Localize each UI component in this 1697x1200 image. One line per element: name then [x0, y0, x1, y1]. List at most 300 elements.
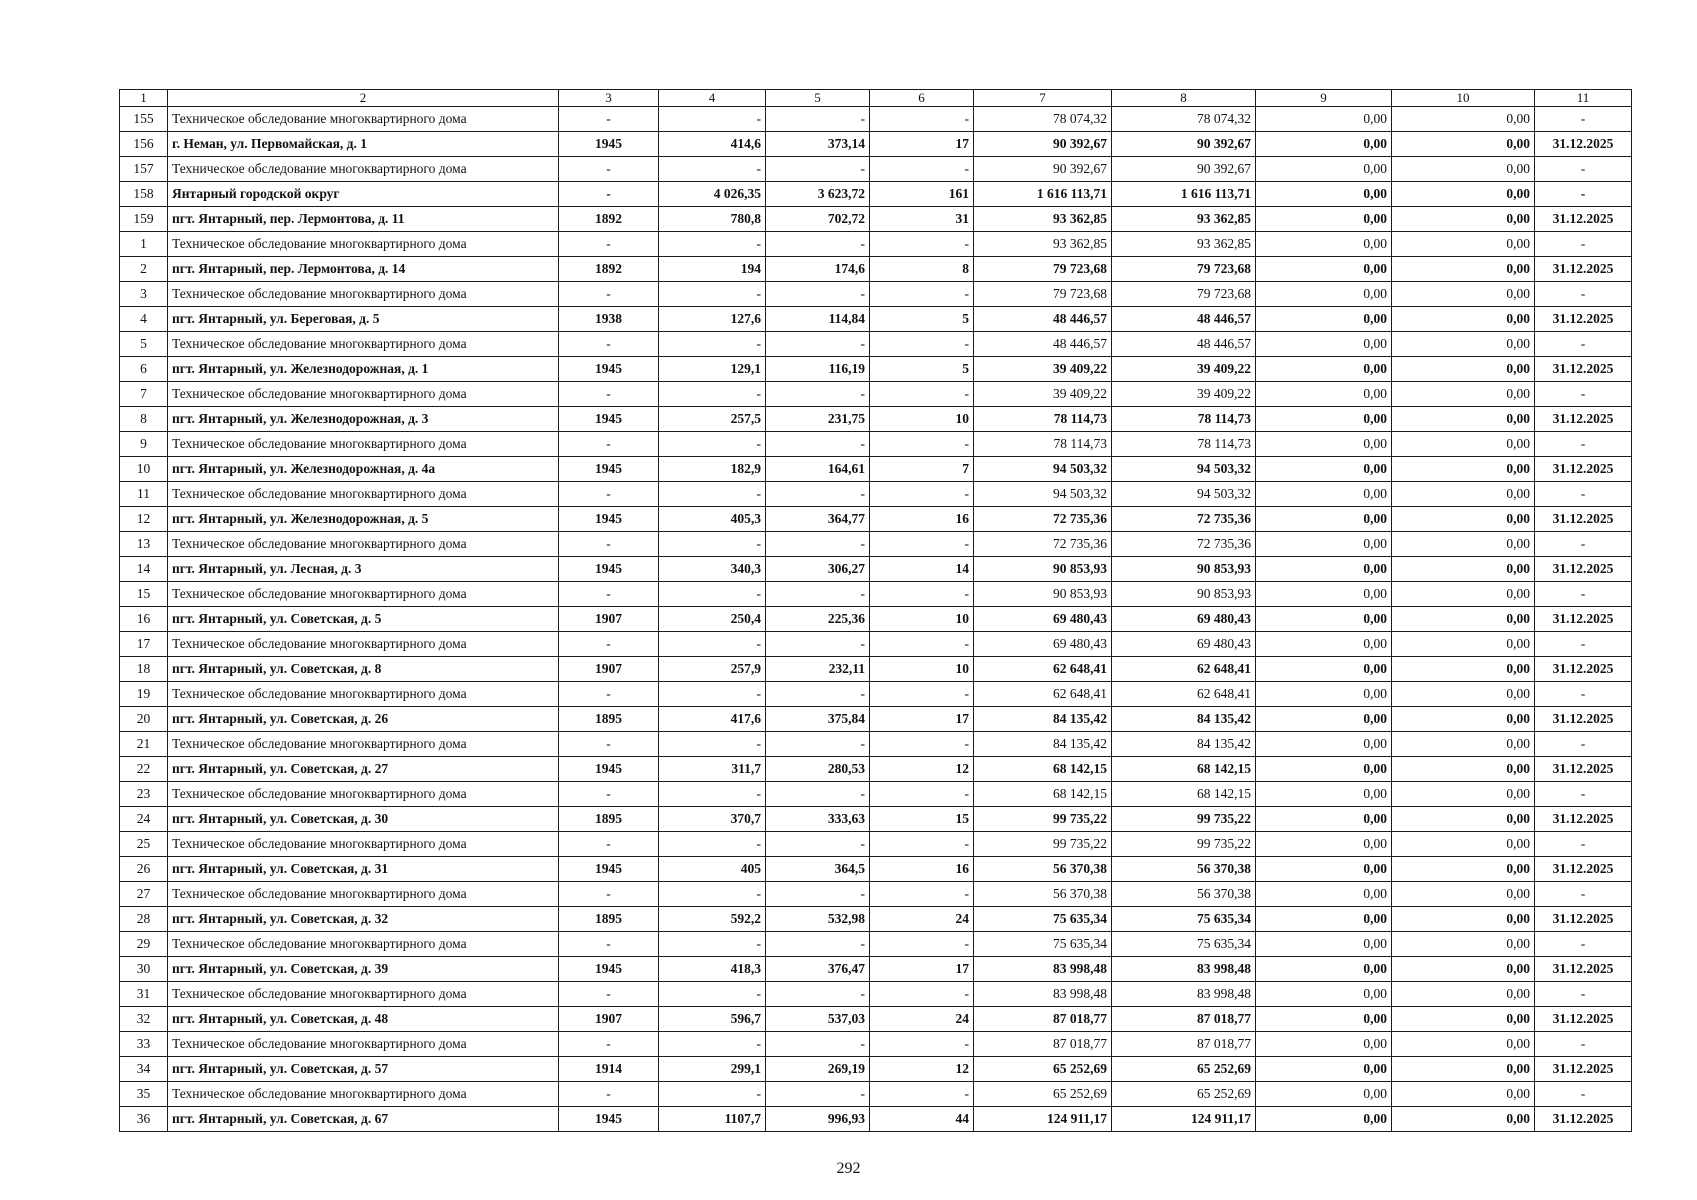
- cell-other-cost: 0,00: [1392, 282, 1535, 307]
- cell-total-area: 129,1: [659, 357, 766, 382]
- cell-living-area: 373,14: [766, 132, 870, 157]
- cell-residents: 16: [870, 857, 974, 882]
- cell-fund-cost: 84 135,42: [1112, 732, 1256, 757]
- cell-living-area: -: [766, 932, 870, 957]
- table-row-address: [120, 1007, 1632, 1032]
- cell-object-name: пгт. Янтарный, ул. Советская, д. 5: [168, 607, 559, 632]
- cell-object-name: пгт. Янтарный, ул. Советская, д. 30: [168, 807, 559, 832]
- cell-living-area: -: [766, 782, 870, 807]
- cell-completion-date: 31.12.2025: [1535, 357, 1632, 382]
- column-header: 9: [1256, 90, 1392, 107]
- cell-total-area: 592,2: [659, 907, 766, 932]
- cell-residents: 24: [870, 1007, 974, 1032]
- cell-object-name: Техническое обследование многоквартирного дома: [168, 632, 559, 657]
- cell-year-built: 1945: [559, 957, 659, 982]
- cell-completion-date: -: [1535, 432, 1632, 457]
- cell-living-area: 375,84: [766, 707, 870, 732]
- cell-fund-cost: 68 142,15: [1112, 757, 1256, 782]
- cell-owners-cost: 0,00: [1256, 332, 1392, 357]
- cell-other-cost: 0,00: [1392, 832, 1535, 857]
- cell-living-area: 333,63: [766, 807, 870, 832]
- cell-row-number: 19: [120, 682, 168, 707]
- cell-completion-date: 31.12.2025: [1535, 257, 1632, 282]
- cell-owners-cost: 0,00: [1256, 407, 1392, 432]
- cell-row-number: 24: [120, 807, 168, 832]
- cell-row-number: 4: [120, 307, 168, 332]
- cell-row-number: 16: [120, 607, 168, 632]
- cell-total-area: 414,6: [659, 132, 766, 157]
- cell-living-area: 114,84: [766, 307, 870, 332]
- table-row-address: [120, 807, 1632, 832]
- cell-total-area: 4 026,35: [659, 182, 766, 207]
- cell-other-cost: 0,00: [1392, 482, 1535, 507]
- cell-total-cost: 99 735,22: [974, 807, 1112, 832]
- cell-other-cost: 0,00: [1392, 1107, 1535, 1132]
- cell-owners-cost: 0,00: [1256, 682, 1392, 707]
- cell-year-built: -: [559, 782, 659, 807]
- cell-living-area: -: [766, 732, 870, 757]
- cell-year-built: 1892: [559, 257, 659, 282]
- cell-year-built: 1945: [559, 757, 659, 782]
- cell-total-cost: 39 409,22: [974, 357, 1112, 382]
- cell-completion-date: 31.12.2025: [1535, 707, 1632, 732]
- cell-year-built: -: [559, 732, 659, 757]
- cell-living-area: 3 623,72: [766, 182, 870, 207]
- cell-total-cost: 62 648,41: [974, 657, 1112, 682]
- table-row-work: [120, 782, 1632, 807]
- cell-fund-cost: 94 503,32: [1112, 457, 1256, 482]
- cell-total-area: -: [659, 332, 766, 357]
- cell-living-area: 532,98: [766, 907, 870, 932]
- table-row-work: [120, 432, 1632, 457]
- table-row-work: [120, 482, 1632, 507]
- cell-row-number: 30: [120, 957, 168, 982]
- cell-fund-cost: 72 735,36: [1112, 507, 1256, 532]
- cell-object-name: пгт. Янтарный, ул. Железнодорожная, д. 1: [168, 357, 559, 382]
- cell-owners-cost: 0,00: [1256, 657, 1392, 682]
- cell-row-number: 1: [120, 232, 168, 257]
- cell-object-name: пгт. Янтарный, ул. Советская, д. 31: [168, 857, 559, 882]
- cell-total-area: 418,3: [659, 957, 766, 982]
- cell-object-name: Техническое обследование многоквартирного дома: [168, 482, 559, 507]
- cell-total-area: 370,7: [659, 807, 766, 832]
- table-row-work: [120, 532, 1632, 557]
- cell-object-name: Техническое обследование многоквартирного дома: [168, 282, 559, 307]
- cell-fund-cost: 90 853,93: [1112, 582, 1256, 607]
- cell-other-cost: 0,00: [1392, 1007, 1535, 1032]
- table-row-work: [120, 632, 1632, 657]
- cell-residents: -: [870, 1082, 974, 1107]
- cell-owners-cost: 0,00: [1256, 832, 1392, 857]
- cell-total-area: -: [659, 432, 766, 457]
- cell-row-number: 8: [120, 407, 168, 432]
- cell-residents: -: [870, 232, 974, 257]
- cell-completion-date: -: [1535, 932, 1632, 957]
- cell-total-cost: 39 409,22: [974, 382, 1112, 407]
- cell-total-cost: 90 392,67: [974, 157, 1112, 182]
- cell-total-area: 1107,7: [659, 1107, 766, 1132]
- cell-total-cost: 78 074,32: [974, 107, 1112, 132]
- cell-living-area: 174,6: [766, 257, 870, 282]
- cell-total-area: 405: [659, 857, 766, 882]
- cell-residents: -: [870, 1032, 974, 1057]
- cell-residents: 16: [870, 507, 974, 532]
- cell-total-cost: 90 853,93: [974, 557, 1112, 582]
- cell-object-name: пгт. Янтарный, пер. Лермонтова, д. 11: [168, 207, 559, 232]
- cell-fund-cost: 56 370,38: [1112, 857, 1256, 882]
- cell-owners-cost: 0,00: [1256, 757, 1392, 782]
- cell-fund-cost: 99 735,22: [1112, 807, 1256, 832]
- cell-owners-cost: 0,00: [1256, 382, 1392, 407]
- cell-object-name: Техническое обследование многоквартирного дома: [168, 682, 559, 707]
- cell-other-cost: 0,00: [1392, 207, 1535, 232]
- cell-total-cost: 68 142,15: [974, 757, 1112, 782]
- cell-row-number: 6: [120, 357, 168, 382]
- cell-fund-cost: 79 723,68: [1112, 282, 1256, 307]
- cell-residents: 161: [870, 182, 974, 207]
- cell-residents: -: [870, 682, 974, 707]
- cell-owners-cost: 0,00: [1256, 432, 1392, 457]
- cell-total-cost: 62 648,41: [974, 682, 1112, 707]
- cell-residents: -: [870, 782, 974, 807]
- cell-living-area: 116,19: [766, 357, 870, 382]
- cell-completion-date: -: [1535, 282, 1632, 307]
- cell-living-area: -: [766, 107, 870, 132]
- cell-total-area: 257,9: [659, 657, 766, 682]
- cell-total-area: 405,3: [659, 507, 766, 532]
- cell-owners-cost: 0,00: [1256, 607, 1392, 632]
- cell-year-built: -: [559, 482, 659, 507]
- cell-residents: 24: [870, 907, 974, 932]
- cell-object-name: Техническое обследование многоквартирного дома: [168, 782, 559, 807]
- cell-other-cost: 0,00: [1392, 857, 1535, 882]
- table-row-work: [120, 332, 1632, 357]
- table-row-work: [120, 1032, 1632, 1057]
- cell-owners-cost: 0,00: [1256, 1057, 1392, 1082]
- cell-row-number: 34: [120, 1057, 168, 1082]
- table-row-address: [120, 457, 1632, 482]
- cell-other-cost: 0,00: [1392, 382, 1535, 407]
- cell-other-cost: 0,00: [1392, 732, 1535, 757]
- cell-total-cost: 78 114,73: [974, 432, 1112, 457]
- cell-living-area: 702,72: [766, 207, 870, 232]
- column-header: 6: [870, 90, 974, 107]
- cell-row-number: 23: [120, 782, 168, 807]
- cell-completion-date: -: [1535, 782, 1632, 807]
- cell-total-cost: 94 503,32: [974, 457, 1112, 482]
- cell-other-cost: 0,00: [1392, 457, 1535, 482]
- cell-owners-cost: 0,00: [1256, 1032, 1392, 1057]
- cell-fund-cost: 84 135,42: [1112, 707, 1256, 732]
- column-header: 7: [974, 90, 1112, 107]
- cell-other-cost: 0,00: [1392, 1082, 1535, 1107]
- cell-total-cost: 72 735,36: [974, 507, 1112, 532]
- cell-completion-date: 31.12.2025: [1535, 907, 1632, 932]
- cell-total-area: -: [659, 1082, 766, 1107]
- cell-total-area: 127,6: [659, 307, 766, 332]
- cell-total-area: -: [659, 1032, 766, 1057]
- cell-year-built: -: [559, 1032, 659, 1057]
- cell-living-area: -: [766, 432, 870, 457]
- table-row-address: [120, 557, 1632, 582]
- cell-living-area: 537,03: [766, 1007, 870, 1032]
- cell-total-area: 311,7: [659, 757, 766, 782]
- cell-other-cost: 0,00: [1392, 932, 1535, 957]
- cell-living-area: -: [766, 582, 870, 607]
- cell-owners-cost: 0,00: [1256, 632, 1392, 657]
- cell-owners-cost: 0,00: [1256, 132, 1392, 157]
- cell-living-area: 231,75: [766, 407, 870, 432]
- cell-row-number: 9: [120, 432, 168, 457]
- cell-total-cost: 1 616 113,71: [974, 182, 1112, 207]
- register-table: [119, 89, 1632, 1132]
- cell-row-number: 7: [120, 382, 168, 407]
- cell-fund-cost: 124 911,17: [1112, 1107, 1256, 1132]
- cell-residents: -: [870, 932, 974, 957]
- cell-fund-cost: 65 252,69: [1112, 1057, 1256, 1082]
- cell-row-number: 158: [120, 182, 168, 207]
- cell-residents: 17: [870, 707, 974, 732]
- cell-fund-cost: 48 446,57: [1112, 307, 1256, 332]
- cell-living-area: 364,5: [766, 857, 870, 882]
- cell-other-cost: 0,00: [1392, 757, 1535, 782]
- cell-residents: -: [870, 432, 974, 457]
- cell-other-cost: 0,00: [1392, 982, 1535, 1007]
- cell-owners-cost: 0,00: [1256, 732, 1392, 757]
- page-number: 292: [836, 1160, 861, 1177]
- cell-fund-cost: 62 648,41: [1112, 657, 1256, 682]
- cell-total-cost: 90 392,67: [974, 132, 1112, 157]
- cell-other-cost: 0,00: [1392, 557, 1535, 582]
- cell-completion-date: -: [1535, 732, 1632, 757]
- cell-total-cost: 87 018,77: [974, 1007, 1112, 1032]
- table-row-work: [120, 232, 1632, 257]
- cell-residents: -: [870, 582, 974, 607]
- cell-total-area: 194: [659, 257, 766, 282]
- cell-living-area: -: [766, 882, 870, 907]
- cell-fund-cost: 75 635,34: [1112, 932, 1256, 957]
- cell-residents: 12: [870, 1057, 974, 1082]
- cell-object-name: Техническое обследование многоквартирного дома: [168, 432, 559, 457]
- cell-total-area: -: [659, 157, 766, 182]
- cell-row-number: 5: [120, 332, 168, 357]
- cell-fund-cost: 90 392,67: [1112, 132, 1256, 157]
- cell-owners-cost: 0,00: [1256, 707, 1392, 732]
- cell-total-area: -: [659, 232, 766, 257]
- cell-residents: -: [870, 632, 974, 657]
- column-header: 2: [168, 90, 559, 107]
- cell-owners-cost: 0,00: [1256, 357, 1392, 382]
- cell-object-name: пгт. Янтарный, ул. Советская, д. 57: [168, 1057, 559, 1082]
- cell-year-built: 1895: [559, 907, 659, 932]
- cell-object-name: пгт. Янтарный, ул. Советская, д. 32: [168, 907, 559, 932]
- cell-year-built: -: [559, 432, 659, 457]
- cell-living-area: -: [766, 982, 870, 1007]
- cell-other-cost: 0,00: [1392, 657, 1535, 682]
- cell-owners-cost: 0,00: [1256, 857, 1392, 882]
- cell-living-area: -: [766, 1032, 870, 1057]
- cell-total-cost: 72 735,36: [974, 532, 1112, 557]
- cell-year-built: 1945: [559, 132, 659, 157]
- cell-other-cost: 0,00: [1392, 607, 1535, 632]
- cell-fund-cost: 94 503,32: [1112, 482, 1256, 507]
- cell-residents: 31: [870, 207, 974, 232]
- cell-residents: 12: [870, 757, 974, 782]
- cell-row-number: 20: [120, 707, 168, 732]
- cell-year-built: -: [559, 582, 659, 607]
- cell-total-area: -: [659, 532, 766, 557]
- cell-living-area: 225,36: [766, 607, 870, 632]
- cell-owners-cost: 0,00: [1256, 457, 1392, 482]
- cell-total-area: 257,5: [659, 407, 766, 432]
- cell-owners-cost: 0,00: [1256, 507, 1392, 532]
- cell-fund-cost: 83 998,48: [1112, 957, 1256, 982]
- cell-residents: 10: [870, 657, 974, 682]
- cell-row-number: 10: [120, 457, 168, 482]
- table-row-address: [120, 407, 1632, 432]
- cell-total-cost: 124 911,17: [974, 1107, 1112, 1132]
- cell-other-cost: 0,00: [1392, 807, 1535, 832]
- cell-other-cost: 0,00: [1392, 332, 1535, 357]
- cell-completion-date: 31.12.2025: [1535, 657, 1632, 682]
- cell-total-area: -: [659, 582, 766, 607]
- cell-fund-cost: 87 018,77: [1112, 1007, 1256, 1032]
- cell-other-cost: 0,00: [1392, 882, 1535, 907]
- cell-object-name: Техническое обследование многоквартирного дома: [168, 1082, 559, 1107]
- cell-other-cost: 0,00: [1392, 357, 1535, 382]
- cell-row-number: 33: [120, 1032, 168, 1057]
- cell-completion-date: -: [1535, 382, 1632, 407]
- cell-total-area: 250,4: [659, 607, 766, 632]
- cell-fund-cost: 87 018,77: [1112, 1032, 1256, 1057]
- cell-completion-date: 31.12.2025: [1535, 407, 1632, 432]
- cell-row-number: 36: [120, 1107, 168, 1132]
- cell-object-name: Техническое обследование многоквартирного дома: [168, 932, 559, 957]
- cell-row-number: 156: [120, 132, 168, 157]
- cell-object-name: пгт. Янтарный, ул. Советская, д. 67: [168, 1107, 559, 1132]
- cell-living-area: 376,47: [766, 957, 870, 982]
- cell-total-cost: 79 723,68: [974, 257, 1112, 282]
- cell-fund-cost: 93 362,85: [1112, 232, 1256, 257]
- table-row-address: [120, 607, 1632, 632]
- cell-total-cost: 87 018,77: [974, 1032, 1112, 1057]
- cell-living-area: 269,19: [766, 1057, 870, 1082]
- cell-other-cost: 0,00: [1392, 532, 1535, 557]
- cell-owners-cost: 0,00: [1256, 182, 1392, 207]
- cell-object-name: пгт. Янтарный, пер. Лермонтова, д. 14: [168, 257, 559, 282]
- cell-other-cost: 0,00: [1392, 232, 1535, 257]
- cell-object-name: пгт. Янтарный, ул. Советская, д. 48: [168, 1007, 559, 1032]
- table-row-address: [120, 957, 1632, 982]
- cell-total-area: 182,9: [659, 457, 766, 482]
- cell-total-cost: 90 853,93: [974, 582, 1112, 607]
- cell-year-built: -: [559, 332, 659, 357]
- table-row-address: [120, 357, 1632, 382]
- cell-object-name: Техническое обследование многоквартирного дома: [168, 332, 559, 357]
- table-row-work: [120, 1082, 1632, 1107]
- cell-total-area: -: [659, 382, 766, 407]
- table-row-address: [120, 657, 1632, 682]
- cell-row-number: 21: [120, 732, 168, 757]
- cell-total-area: 780,8: [659, 207, 766, 232]
- cell-object-name: Техническое обследование многоквартирного дома: [168, 382, 559, 407]
- column-header: 1: [120, 90, 168, 107]
- cell-living-area: -: [766, 282, 870, 307]
- table-row-work: [120, 157, 1632, 182]
- cell-completion-date: -: [1535, 107, 1632, 132]
- cell-living-area: 164,61: [766, 457, 870, 482]
- cell-row-number: 28: [120, 907, 168, 932]
- cell-total-area: -: [659, 882, 766, 907]
- cell-fund-cost: 93 362,85: [1112, 207, 1256, 232]
- cell-total-cost: 75 635,34: [974, 907, 1112, 932]
- table-row-work: [120, 282, 1632, 307]
- cell-total-area: 417,6: [659, 707, 766, 732]
- table-row-work: [120, 882, 1632, 907]
- cell-completion-date: -: [1535, 1082, 1632, 1107]
- cell-owners-cost: 0,00: [1256, 257, 1392, 282]
- cell-residents: -: [870, 282, 974, 307]
- table-row-work: [120, 932, 1632, 957]
- cell-row-number: 35: [120, 1082, 168, 1107]
- table-row-address: [120, 132, 1632, 157]
- cell-object-name: Техническое обследование многоквартирного дома: [168, 157, 559, 182]
- cell-total-cost: 68 142,15: [974, 782, 1112, 807]
- cell-residents: -: [870, 382, 974, 407]
- cell-other-cost: 0,00: [1392, 707, 1535, 732]
- cell-residents: 10: [870, 407, 974, 432]
- cell-year-built: -: [559, 1082, 659, 1107]
- cell-residents: 5: [870, 357, 974, 382]
- cell-other-cost: 0,00: [1392, 907, 1535, 932]
- cell-total-area: -: [659, 482, 766, 507]
- table-row-address: [120, 507, 1632, 532]
- cell-object-name: Техническое обследование многоквартирного дома: [168, 732, 559, 757]
- cell-object-name: пгт. Янтарный, ул. Железнодорожная, д. 4а: [168, 457, 559, 482]
- cell-fund-cost: 69 480,43: [1112, 632, 1256, 657]
- cell-year-built: 1945: [559, 557, 659, 582]
- cell-residents: 8: [870, 257, 974, 282]
- cell-owners-cost: 0,00: [1256, 807, 1392, 832]
- cell-completion-date: -: [1535, 1032, 1632, 1057]
- cell-total-area: -: [659, 832, 766, 857]
- cell-year-built: -: [559, 232, 659, 257]
- cell-total-cost: 93 362,85: [974, 232, 1112, 257]
- cell-total-cost: 99 735,22: [974, 832, 1112, 857]
- cell-residents: 44: [870, 1107, 974, 1132]
- table-row-address: [120, 1057, 1632, 1082]
- cell-other-cost: 0,00: [1392, 507, 1535, 532]
- cell-object-name: Янтарный городской округ: [168, 182, 559, 207]
- cell-completion-date: 31.12.2025: [1535, 757, 1632, 782]
- cell-other-cost: 0,00: [1392, 1057, 1535, 1082]
- cell-other-cost: 0,00: [1392, 782, 1535, 807]
- cell-fund-cost: 90 853,93: [1112, 557, 1256, 582]
- cell-owners-cost: 0,00: [1256, 557, 1392, 582]
- cell-total-area: -: [659, 732, 766, 757]
- table-body: [120, 90, 1632, 1132]
- cell-row-number: 13: [120, 532, 168, 557]
- cell-completion-date: -: [1535, 982, 1632, 1007]
- cell-residents: -: [870, 332, 974, 357]
- cell-year-built: 1914: [559, 1057, 659, 1082]
- column-header: 8: [1112, 90, 1256, 107]
- cell-other-cost: 0,00: [1392, 632, 1535, 657]
- cell-completion-date: 31.12.2025: [1535, 132, 1632, 157]
- cell-owners-cost: 0,00: [1256, 307, 1392, 332]
- column-header: 11: [1535, 90, 1632, 107]
- cell-year-built: -: [559, 682, 659, 707]
